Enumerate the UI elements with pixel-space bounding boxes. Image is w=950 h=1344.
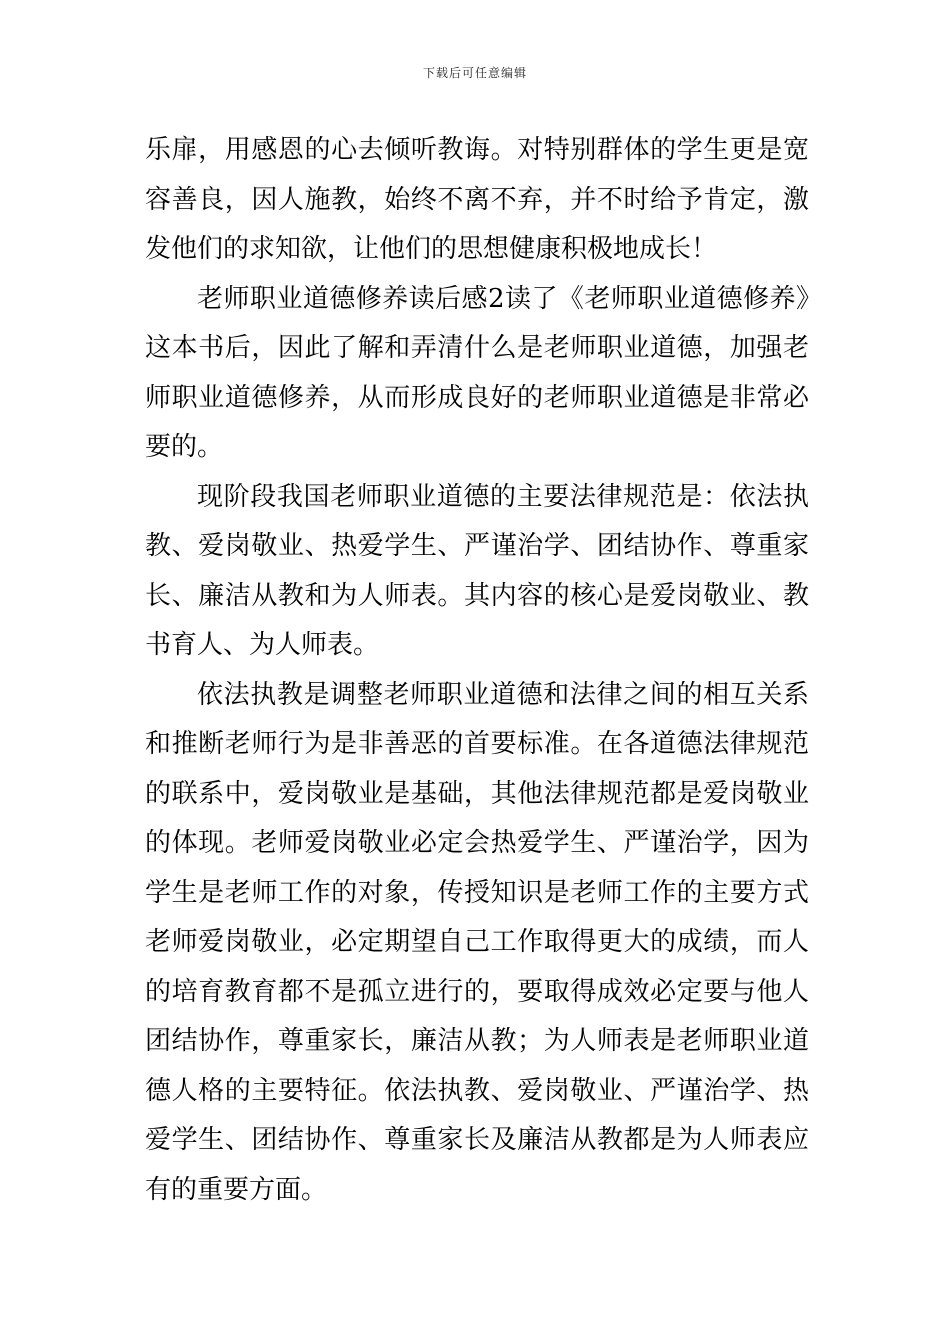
paragraph-teaching-by-law: 依法执教是调整老师职业道德和法律之间的相互关系和推断老师行为是非善恶的首要标准。在各道德法律规范的联系中，爱岗敬业是基础，其他法律规范都是爱岗敬业的体现。老师爱岗敬业必定会热爱学生、严谨治学，因为学生是老师工作的对象，传授知识是老师工作的主要方式老师爱岗敬业，必定期望自己工作取得更大的成绩，而人的培育教育都不是孤立进行的，要取得成效必定要与他人团结协作，尊重家长，廉洁从教；为人师表是老师职业道德人格的主要特征。依法执教、爱岗敬业、严谨治学、热爱学生、团结协作、尊重家长及廉洁从教都是为人师表应有的重要方面。 — [145, 679, 809, 1205]
paragraph-continuation: 乐扉，用感恩的心去倾听教诲。对特别群体的学生更是宽容善良，因人施教，始终不离不弃，并不时给予肯定，激发他们的求知欲，让他们的思想健康积极地成长！ — [145, 135, 809, 264]
page-header: 下载后可任意编辑 — [422, 66, 527, 80]
document-body — [145, 126, 809, 1215]
paragraph-legal-norms: 现阶段我国老师职业道德的主要法律规范是：依法执教、爱岗敬业、热爱学生、严谨治学、团结协作、尊重家长、廉洁从教和为人师表。其内容的核心是爱岗敬业、教书育人、为人师表。 — [145, 481, 809, 660]
paragraph-book-review: 老师职业道德修养读后感2读了《老师职业道德修养》这本书后，因此了解和弄清什么是老师职业道德，加强老师职业道德修养，从而形成良好的老师职业道德是非常必要的。 — [145, 283, 809, 462]
